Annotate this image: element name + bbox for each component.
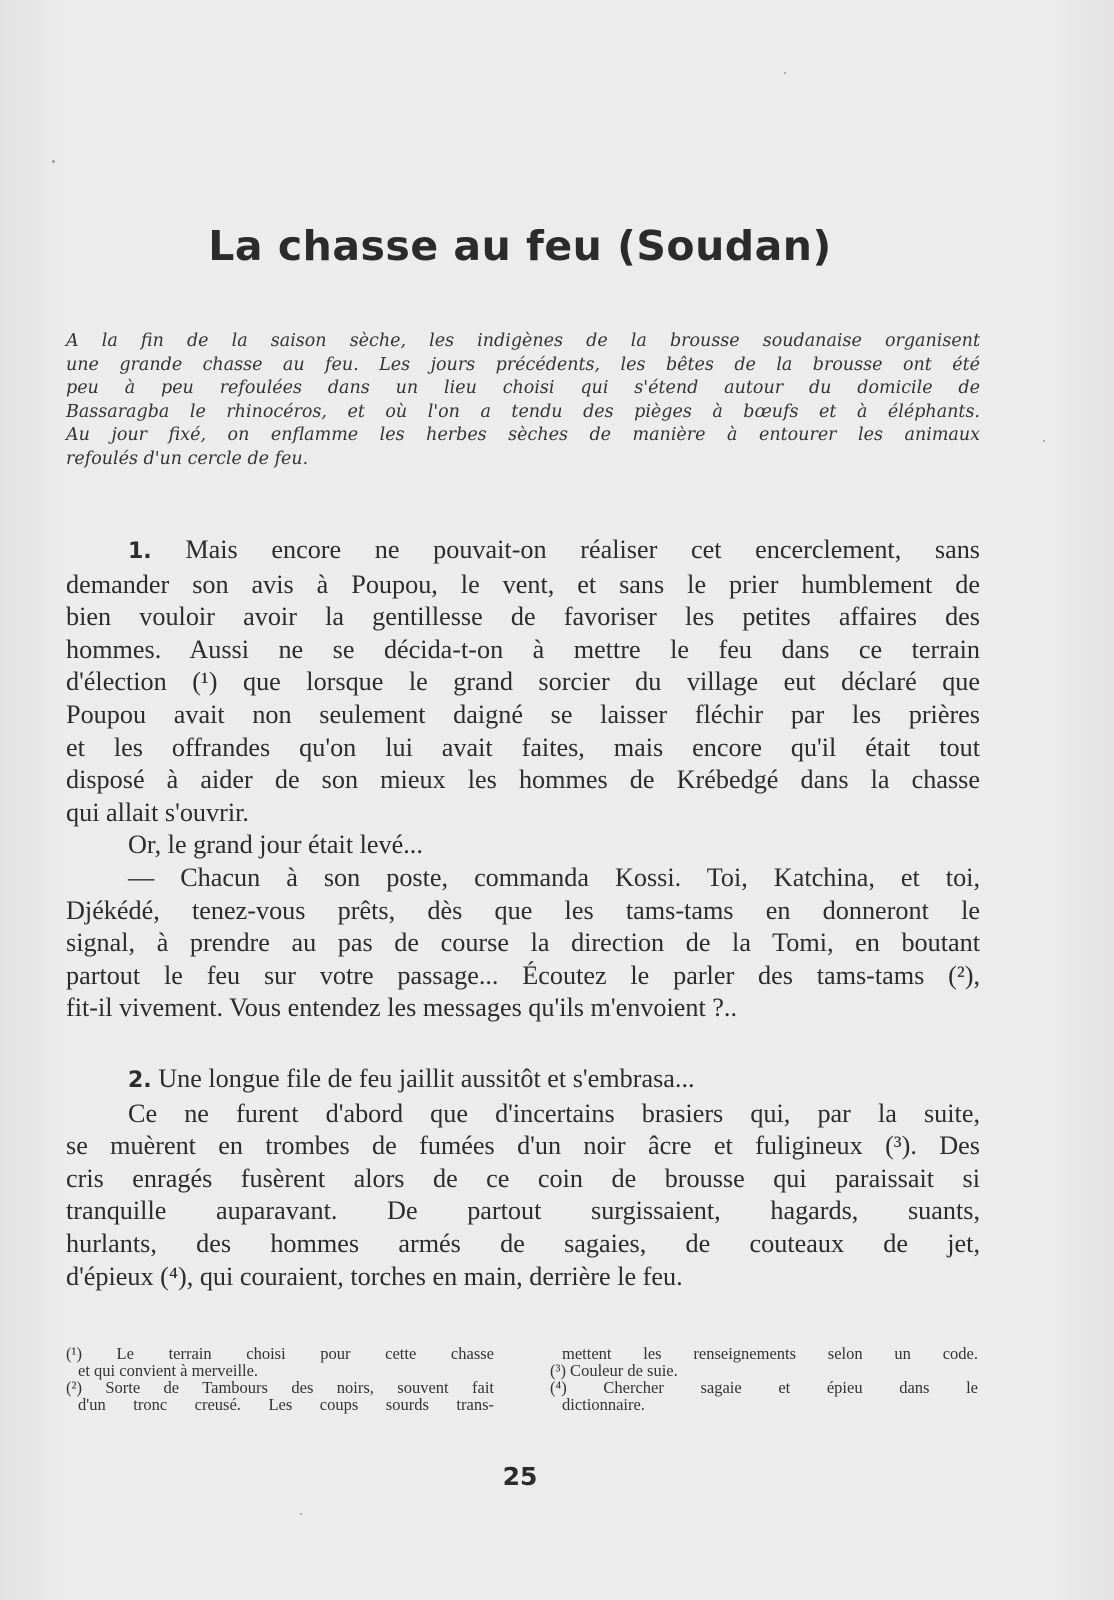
text-line: demander son avis à Poupou, le vent, et sans le prier humblement de xyxy=(66,569,980,599)
text-line: d'élection (¹) que lorsque le grand sorcier du village eut déclaré que xyxy=(66,667,980,697)
footnotes-right-column xyxy=(550,1345,978,1413)
text-line: Djékédé, tenez-vous prêts, dès que les tams-tams en donneront le xyxy=(66,895,980,925)
text-line: et les offrandes qu'on lui avait faites, mais encore qu'il était tout xyxy=(66,732,980,762)
footnote-line: (²) Sorte de Tambours des noirs, souvent fait xyxy=(66,1378,494,1397)
page-number: 25 xyxy=(502,1462,538,1491)
intro-line: Au jour fixé, on enflamme les herbes sèches de manière à entourer les animaux xyxy=(66,425,980,446)
text-line xyxy=(66,534,980,569)
text-line xyxy=(66,1063,980,1098)
text-line: tranquille auparavant. De partout surgissaient, hagards, suants, xyxy=(66,1196,980,1226)
intro-line: peu à peu refoulées dans un lieu choisi qui s'étend autour du domicile de xyxy=(66,378,980,399)
text-line: Ce ne furent d'abord que d'incertains brasiers qui, par la suite, xyxy=(128,1098,980,1128)
footnote-line: dictionnaire. xyxy=(562,1395,645,1414)
text-line: se muèrent en trombes de fumées d'un noir âcre et fuligineux (³). Des xyxy=(66,1131,980,1161)
intro-line: Bassaragba le rhinocéros, et où l'on a tendu des pièges à bœufs et à éléphants. xyxy=(66,401,980,422)
section-1 xyxy=(66,534,980,1025)
text-line: d'épieux (⁴), qui couraient, torches en main, derrière le feu. xyxy=(66,1261,683,1291)
text-line: partout le feu sur votre passage... Écoutez le parler des tams-tams (²), xyxy=(66,960,980,990)
footnote-line: (⁴) Chercher sagaie et épieu dans le xyxy=(550,1378,978,1397)
paper-speck xyxy=(784,72,786,74)
footnote-line: d'un tronc creusé. Les coups sourds trans- xyxy=(78,1395,494,1414)
chapter-title: La chasse au feu (Soudan) xyxy=(208,222,832,270)
text-line: fit-il vivement. Vous entendez les messages qu'ils m'envoient ?.. xyxy=(66,993,738,1023)
section-2 xyxy=(66,1063,980,1293)
intro-line: A la fin de la saison sèche, les indigènes de la brousse soudanaise organisent xyxy=(66,331,980,351)
text-line: cris enragés fusèrent alors de ce coin de brousse qui paraissait si xyxy=(66,1163,980,1193)
footnote-line: mettent les renseignements selon un code. xyxy=(562,1344,978,1363)
text-line: Poupou avait non seulement daigné se laisser fléchir par les prières xyxy=(66,699,980,729)
text-line-content: Une longue file de feu jaillit aussitôt et s'embrasa... xyxy=(158,1064,695,1093)
section-number: 2. xyxy=(128,1068,152,1093)
text-line: hurlants, des hommes armés de sagaies, de couteaux de jet, xyxy=(66,1228,980,1258)
intro-paragraph xyxy=(66,330,980,472)
paper-speck xyxy=(300,1513,302,1515)
intro-line: une grande chasse au feu. Les jours précédents, les bêtes de la brousse ont été xyxy=(66,354,980,375)
text-line-content: Mais encore ne pouvait-on réaliser cet encerclement, sans xyxy=(185,535,980,564)
paper-speck xyxy=(52,160,55,163)
text-line: signal, à prendre au pas de course la direction de la Tomi, en boutant xyxy=(66,928,980,958)
footnote-line: (¹) Le terrain choisi pour cette chasse xyxy=(66,1344,494,1363)
footnotes-left-column xyxy=(66,1345,494,1413)
footnote-line: (³) Couleur de suie. xyxy=(550,1361,678,1380)
text-line: Or, le grand jour était levé... xyxy=(128,830,423,860)
section-number: 1. xyxy=(128,539,152,564)
text-line: — Chacun à son poste, commanda Kossi. Toi, Katchina, et toi, xyxy=(128,862,980,892)
text-line: qui allait s'ouvrir. xyxy=(66,797,249,827)
intro-line: refoulés d'un cercle de feu. xyxy=(66,448,309,469)
footnote-line: et qui convient à merveille. xyxy=(78,1361,259,1380)
text-line: bien vouloir avoir la gentillesse de favoriser les petites affaires des xyxy=(66,602,980,632)
text-line: disposé à aider de son mieux les hommes de Krébedgé dans la chasse xyxy=(66,765,980,795)
paper-speck xyxy=(1043,440,1045,442)
text-line: hommes. Aussi ne se décida-t-on à mettre le feu dans ce terrain xyxy=(66,634,980,664)
